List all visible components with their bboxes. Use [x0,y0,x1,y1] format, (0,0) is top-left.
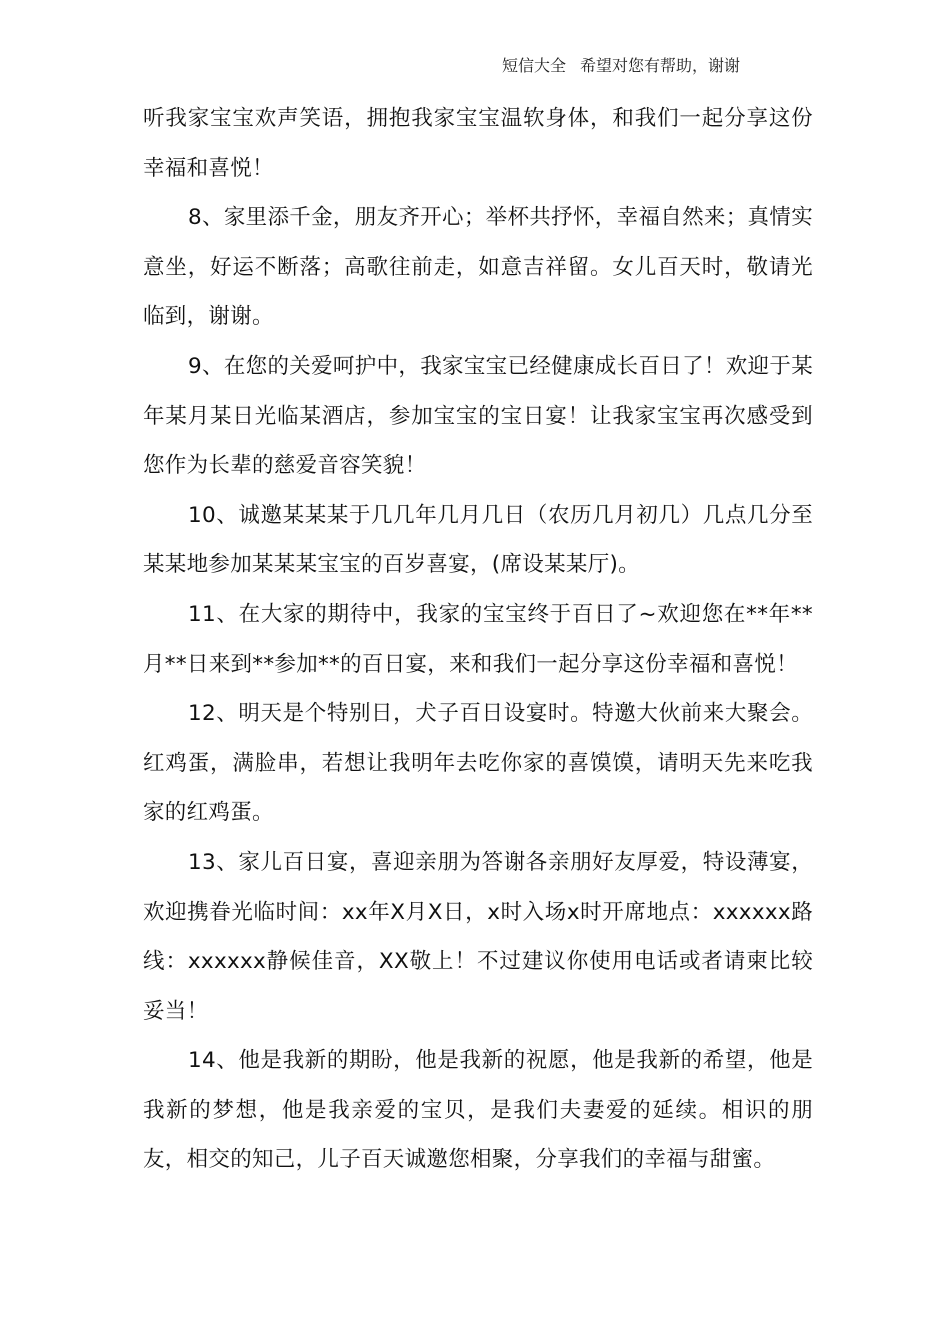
paragraph-continuation: 听我家宝宝欢声笑语，拥抱我家宝宝温软身体，和我们一起分享这份幸福和喜悦！ [143,106,813,181]
document-body [143,94,813,1185]
paragraph-item-11: 11、在大家的期待中，我家的宝宝终于百日了~欢迎您在**年**月**日来到**参加**的百日宴，来和我们一起分享这份幸福和喜悦！ [143,601,813,677]
paragraph-item-13: 13、家儿百日宴，喜迎亲朋为答谢各亲朋好友厚爱，特设薄宴，欢迎携眷光临时间：xx年X月X日，x时入场x时开席地点：xxxxxx路线：xxxxxx静候佳音，XX敬上！不过建议你使用电话或者请柬比较妥当！ [143,849,813,1024]
header-tagline: 希望对您有帮助，谢谢 [580,56,741,75]
paragraph-item-9: 9、在您的关爱呵护中，我家宝宝已经健康成长百日了！欢迎于某年某月某日光临某酒店，参加宝宝的宝日宴！让我家宝宝再次感受到您作为长辈的慈爱音容笑貌！ [143,353,813,479]
paragraph-item-8: 8、家里添千金，朋友齐开心；举杯共抒怀，幸福自然来；真情实意坐，好运不断落；高歌往前走，如意吉祥留。女儿百天时，敬请光临到，谢谢。 [143,205,813,330]
header-site-name: 短信大全 [502,56,567,75]
paragraph-item-12: 12、明天是个特别日，犬子百日设宴时。特邀大伙前来大聚会。红鸡蛋，满脸串，若想让我明年去吃你家的喜馍馍，请明天先来吃我家的红鸡蛋。 [143,701,813,826]
paragraph-item-14: 14、他是我新的期盼，他是我新的祝愿，他是我新的希望，他是我新的梦想，他是我亲爱的宝贝，是我们夫妻爱的延续。相识的朋友，相交的知己，儿子百天诚邀您相聚，分享我们的幸福与甜蜜。 [143,1048,813,1173]
page-header [502,54,802,78]
paragraph-item-10: 10、诚邀某某某于几几年几月几日（农历几月初几）几点几分至某某地参加某某某宝宝的百岁喜宴，(席设某某厅)。 [143,502,813,578]
